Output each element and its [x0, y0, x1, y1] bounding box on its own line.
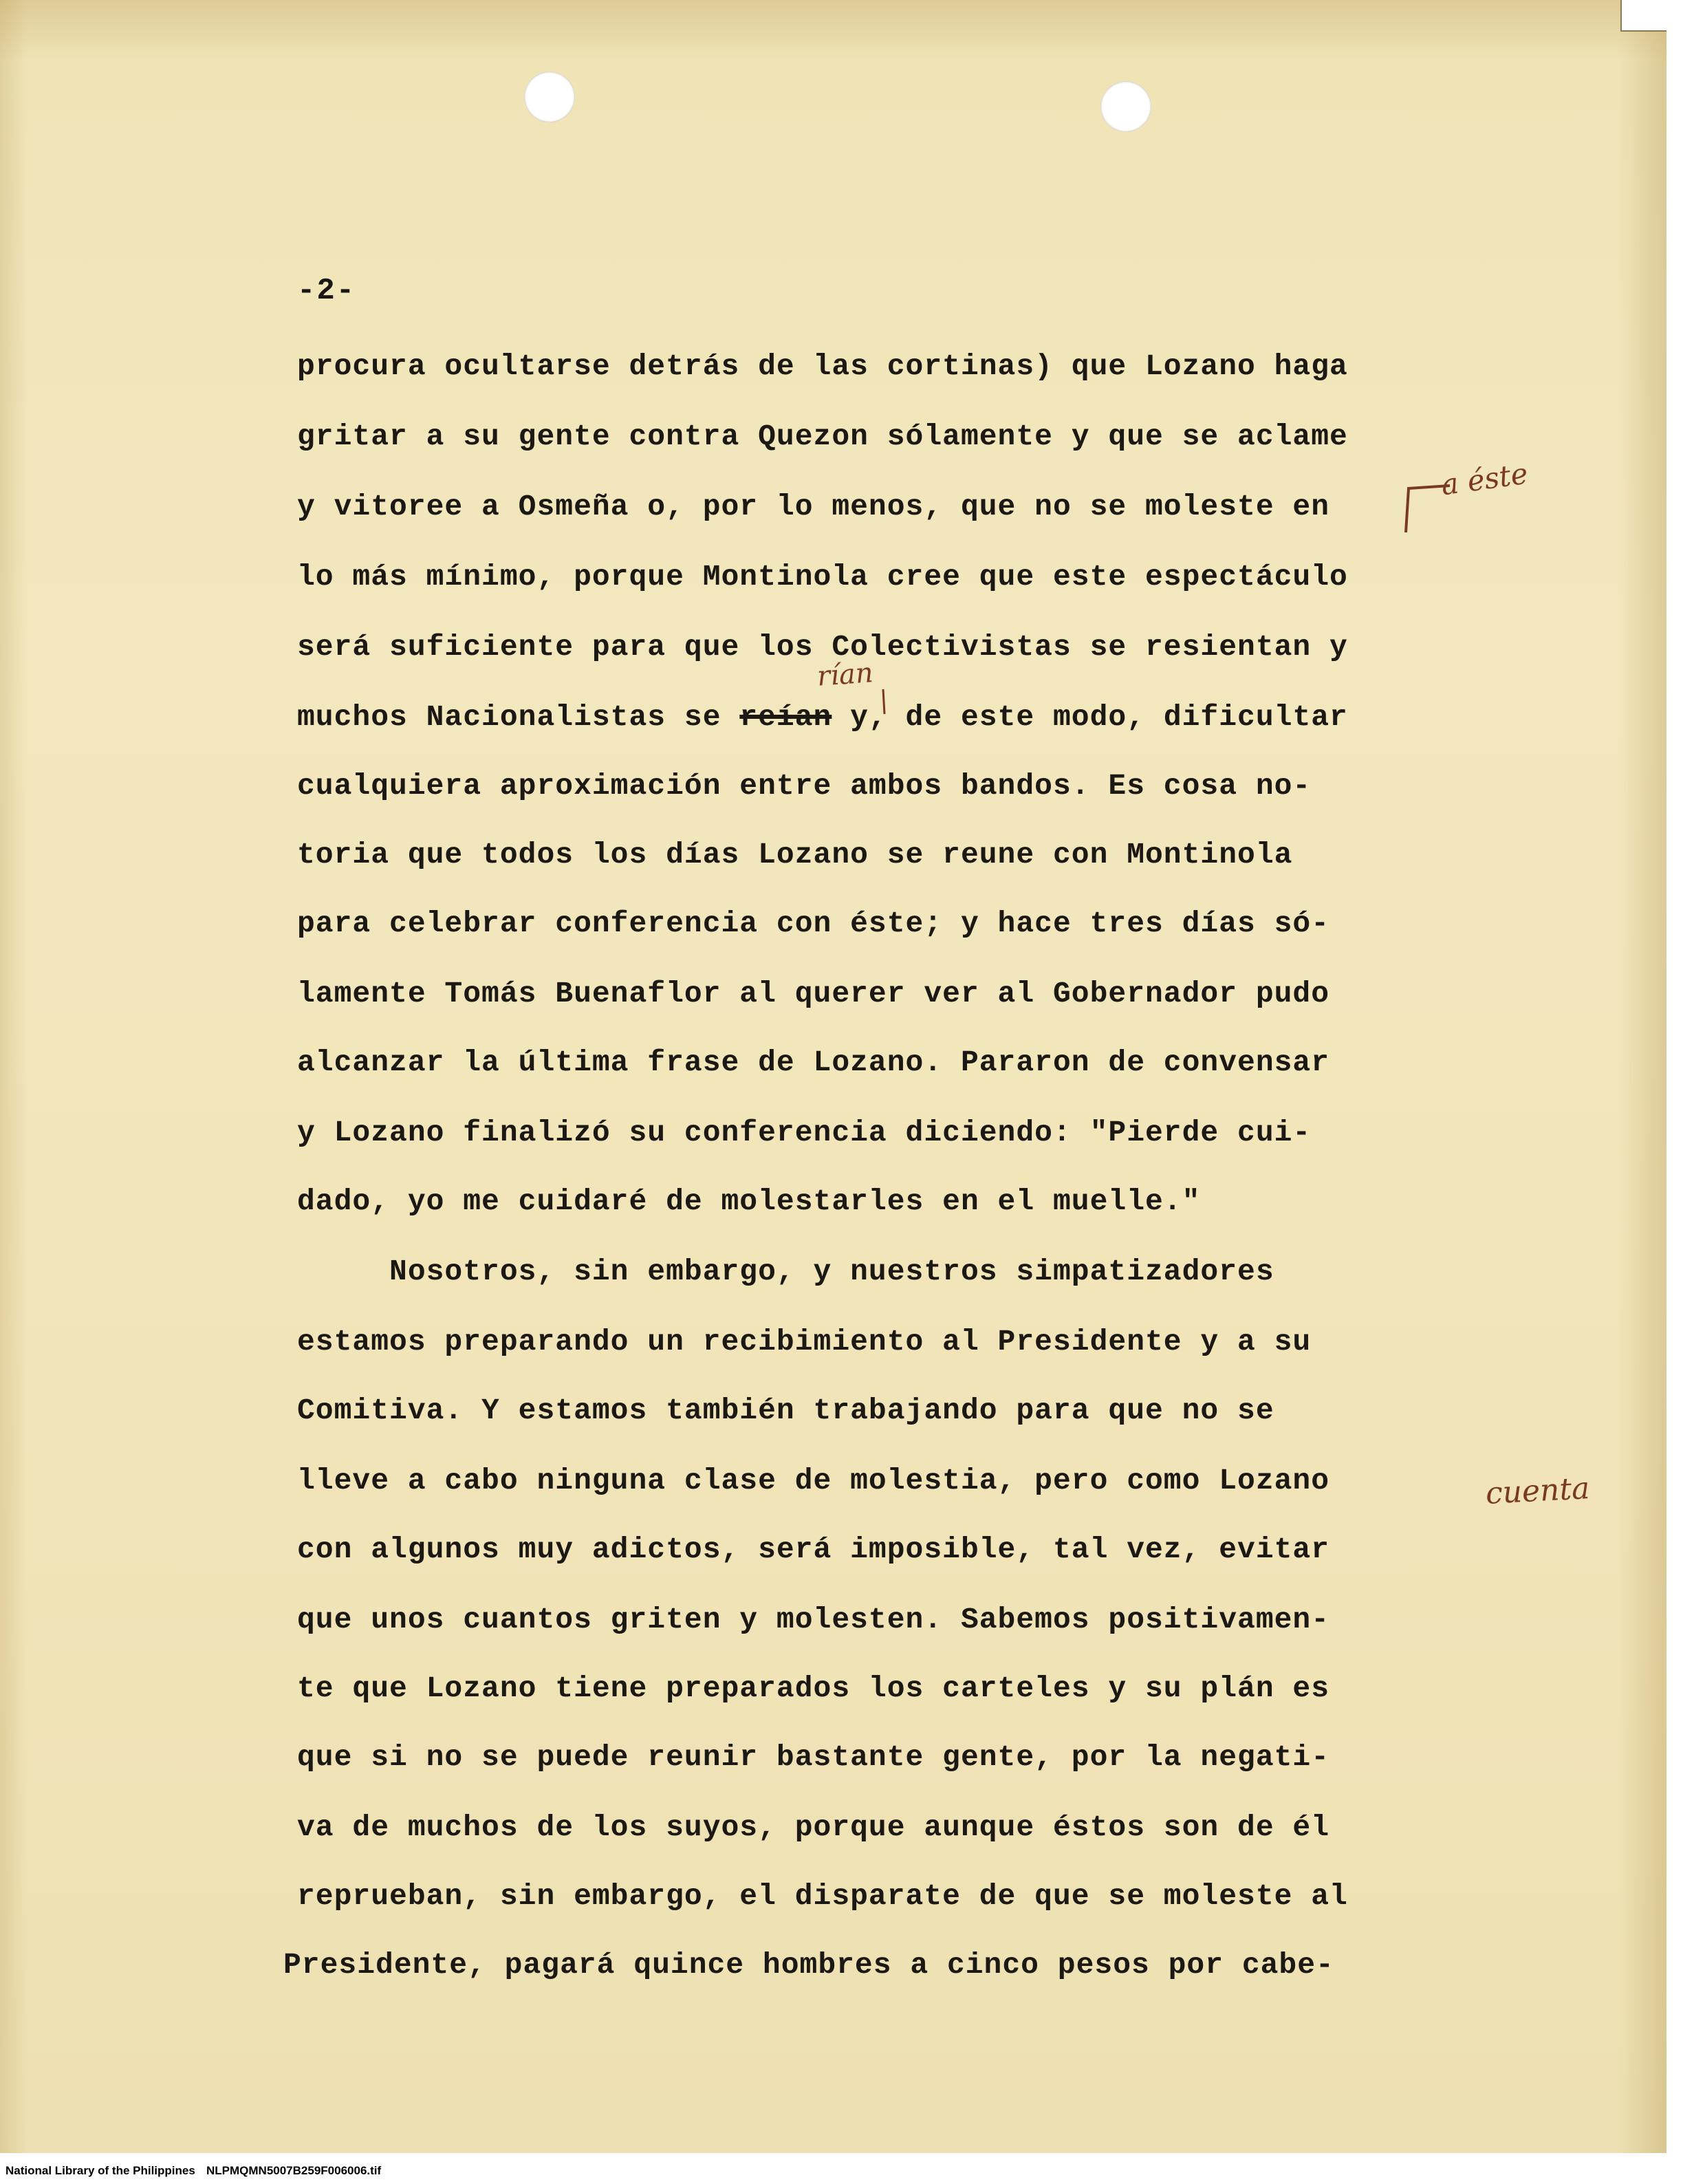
paper-stain-left: [0, 0, 28, 2153]
text-line: gritar a su gente contra Quezon sólamente y que se aclame: [297, 420, 1348, 453]
punch-hole-left: [524, 72, 575, 122]
paper-stain-top: [0, 0, 1666, 62]
text-line: será suficiente para que los Colectivistas se resientan y: [297, 630, 1348, 664]
text-line: Nosotros, sin embargo, y nuestros simpatizadores: [297, 1255, 1274, 1288]
page-number: -2-: [297, 274, 356, 308]
text-line: y vitoree a Osmeña o, por lo menos, que no se moleste en: [297, 490, 1330, 523]
text-line: te que Lozano tiene preparados los carteles y su plán es: [297, 1672, 1330, 1705]
text-line: va de muchos de los suyos, porque aunque éstos son de él: [297, 1810, 1330, 1844]
text-line: lleve a cabo ninguna clase de molestia, pero como Lozano: [297, 1464, 1330, 1498]
text-line: con algunos muy adictos, será imposible, tal vez, evitar: [297, 1533, 1330, 1566]
text-line: y Lozano finalizó su conferencia diciendo: "Pierde cui-: [297, 1116, 1312, 1149]
text-line: alcanzar la última frase de Lozano. Pararon de convensar: [297, 1046, 1330, 1079]
corner-tab: [1620, 0, 1666, 32]
text-line: cualquiera aproximación entre ambos bandos. Es cosa no-: [297, 769, 1312, 803]
text-line: estamos preparando un recibimiento al Presidente y a su: [297, 1325, 1312, 1359]
paper-stain-right: [1618, 0, 1666, 2153]
text-line: que unos cuantos griten y molesten. Sabemos positivamen-: [297, 1603, 1330, 1636]
text-line-segment: muchos Nacionalistas se: [297, 700, 740, 734]
text-line: toria que todos los días Lozano se reune con Montinola: [297, 838, 1293, 872]
text-line: procura ocultarse detrás de las cortinas) que Lozano haga: [297, 349, 1348, 383]
text-line: lo más mínimo, porque Montinola cree que este espectáculo: [297, 560, 1348, 594]
text-line: que si no se puede reunir bastante gente, por la negati-: [297, 1740, 1330, 1774]
handwritten-insertion-cuenta: cuenta: [1484, 1471, 1591, 1511]
footer-library-name: National Library of the Philippines: [6, 2164, 195, 2177]
text-line: reprueban, sin embargo, el disparate de que se moleste al: [297, 1879, 1348, 1913]
text-line: para celebrar conferencia con éste; y hace tres días só-: [297, 907, 1330, 940]
text-line: [297, 700, 1348, 734]
text-line-segment: y, de este modo, dificultar: [832, 700, 1348, 734]
archive-footer: [0, 2161, 1683, 2182]
handwritten-insertion-a-este: a éste: [1439, 456, 1530, 502]
text-line: Comitiva. Y estamos también trabajando para que no se: [297, 1394, 1274, 1427]
handwritten-insertion-rian: rían: [816, 657, 875, 693]
punch-hole-right: [1100, 81, 1151, 132]
text-line: dado, yo me cuidaré de molestarles en el muelle.": [297, 1185, 1201, 1218]
text-line: lamente Tomás Buenaflor al querer ver al Gobernador pudo: [297, 977, 1330, 1010]
struck-out-word: reían: [739, 700, 832, 734]
text-line: Presidente, pagará quince hombres a cinco pesos por cabe-: [283, 1948, 1334, 1982]
footer-file-name: NLPMQMN5007B259F006006.tif: [206, 2164, 382, 2177]
